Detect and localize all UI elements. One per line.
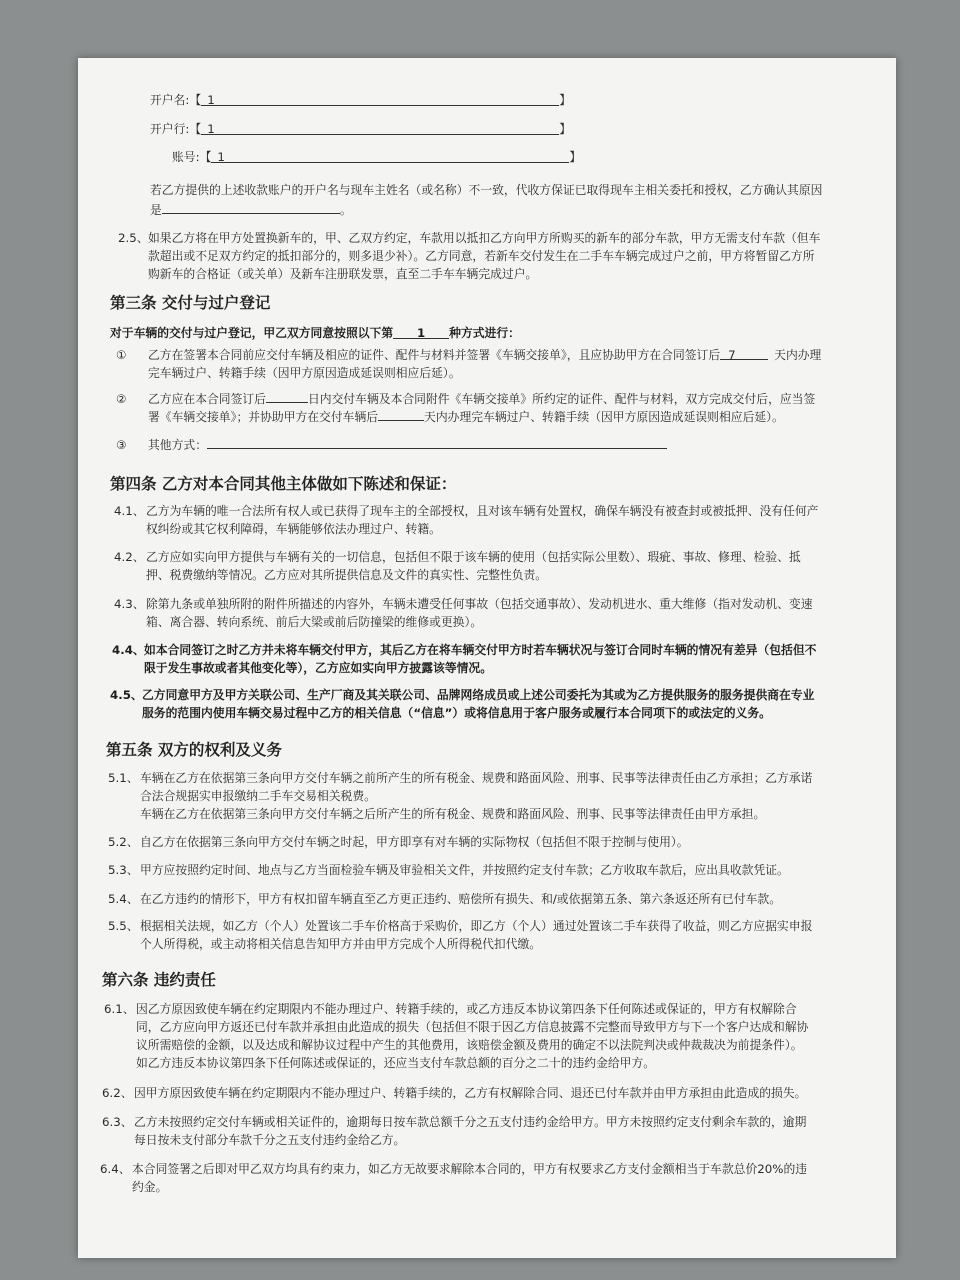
article-6-title: 第六条 违约责任: [102, 971, 216, 989]
text: 天内办理: [774, 348, 822, 362]
account-name-label: 开户名:: [150, 93, 190, 107]
text: 日内交付车辆及本合同附件《车辆交接单》所约定的证件、配件与材料，双方完成交付后，应当签: [307, 392, 816, 406]
account-mismatch-line2: [150, 199, 352, 219]
text: 本合同签署之后即对甲乙双方均具有约束力，如乙方无故要求解除本合同的，甲方有权要求乙方支付金额相当于车款总价20%的违: [132, 1162, 808, 1176]
clause-5-1-line1: [108, 769, 812, 787]
clause-number: 4.4、: [112, 643, 145, 657]
reason-blank: [162, 199, 340, 214]
clause-4-4-line1: [112, 641, 816, 659]
clause-2-5-line2: 款超出或不足双方约定的抵扣部分的，则多退少补）。乙方同意，若新车交付发生在二手车车辆完成过户之前，甲方将暂留乙方所: [148, 249, 815, 263]
text: 甲方应按照约定时间、地点与乙方当面检验车辆及审验相关文件，并按照约定支付车款；乙方收取车款后，应出具收款凭证。: [140, 863, 789, 877]
text: 因乙方原因致使车辆在约定期限内不能办理过户、转籍手续的，或乙方违反本协议第四条下任何陈述或保证的，甲方有权解除合: [136, 1002, 797, 1016]
account-no-row: [172, 148, 581, 166]
clause-number: 6.3、: [102, 1115, 133, 1129]
clause-5-5-line2: 个人所得税，或主动将相关信息告知甲方并由甲方完成个人所得税代扣代缴。: [140, 937, 542, 951]
clause-5-1-line3: 车辆在乙方在依据第三条向甲方交付车辆之后所产生的所有税金、规费和路面风险、刑事、民事等法律责任由甲方承担。: [140, 807, 766, 821]
account-no-value: 1: [211, 148, 569, 163]
clause-4-3-line1: [114, 595, 813, 613]
clause-number: 5.5、: [108, 919, 139, 933]
clause-5-1-line2: 合法合规据实申报缴纳二手车交易相关税费。: [140, 789, 376, 803]
bracket-close: 】: [559, 122, 571, 136]
option-marker: ③: [116, 438, 127, 452]
account-name-row: [150, 91, 571, 109]
clause-number: 5.2、: [108, 835, 139, 849]
clause-5-5-line1: [108, 917, 812, 935]
option-1-line1: [116, 346, 821, 364]
text: 乙方在签署本合同前应交付车辆及相应的证件、配件与材料并签署《车辆交接单》，且应协助甲方在合同签订后: [148, 348, 721, 362]
account-mismatch-line1: 若乙方提供的上述收款账户的开户名与现车主姓名（或名称）不一致，代收方保证已取得现车主相关委托和授权，乙方确认其原因: [150, 183, 823, 197]
text: 根据相关法规，如乙方（个人）处置该二手车价格高于采购价，即乙方（个人）通过处置该二手车获得了收益，则乙方应据实申报: [140, 919, 813, 933]
clause-number: 5.1、: [108, 771, 139, 785]
option-1-line2: 完车辆过户、转籍手续（因甲方原因造成延误则相应后延）。: [148, 366, 461, 380]
clause-number: 5.4、: [108, 892, 139, 906]
clause-4-5-line2: 服务的范围内使用车辆交易过程中乙方的相关信息（“信息”）或将信息用于客户服务或履行本合同项下的或法定的义务。: [142, 706, 771, 720]
clause-number: 6.4、: [100, 1162, 131, 1176]
text: 车辆在乙方在依据第三条向甲方交付车辆之前所产生的所有税金、规费和路面风险、刑事、民事等法律责任由乙方承担；乙方承诺: [140, 771, 813, 785]
bracket-close: 】: [559, 93, 571, 107]
text: 署《车辆交接单》；并协助甲方在交付车辆后: [148, 410, 379, 424]
bracket-close: 】: [569, 150, 582, 164]
text: 除第九条或单独所附的附件所描述的内容外，车辆未遭受任何事故（包括交通事故）、发动机进水、重大维修（指对发动机、变速: [146, 597, 813, 611]
text: 乙方应如实向甲方提供与车辆有关的一切信息，包括但不限于该车辆的使用（包括实际公里数）、瑕疵、事故、修理、检验、抵: [146, 550, 801, 564]
clause-6-4-line1: [100, 1160, 807, 1178]
clause-6-1-line2: 同，乙方应向甲方返还已付车款并承担由此造成的损失（包括但不限于因乙方信息披露不完整而导致甲方与下一个客户达成和解协: [136, 1020, 809, 1034]
clause-4-1-line1: [114, 502, 818, 520]
text: 对于车辆的交付与过户登记，甲乙双方同意按照以下第: [110, 326, 394, 340]
account-no-label: 账号:: [172, 150, 200, 164]
clause-6-2-line1: [102, 1084, 806, 1102]
article-5-title: 第五条 双方的权利及义务: [106, 741, 282, 759]
option-3-line: [116, 434, 667, 454]
text: 乙方应在本合同签订后: [148, 392, 266, 406]
option-2-line1: [116, 388, 815, 408]
clause-6-1-line3: 议所需赔偿的金额，以及达成和解协议过程中产生的其他费用，该赔偿金额及费用的确定不以法院判决或仲裁裁决为前提条件）。: [136, 1038, 803, 1052]
article-4-title: 第四条 乙方对本合同其他主体做如下陈述和保证：: [110, 475, 457, 493]
clause-4-3-line2: 箱、离合器、转向系统、前后大梁或前后防撞梁的维修或更换）。: [146, 615, 483, 629]
text: 其他方式：: [148, 438, 207, 452]
clause-6-4-line2: 约金。: [132, 1180, 168, 1194]
option-2-transfer-days-blank: [378, 406, 424, 421]
article-3-title: 第三条 交付与过户登记: [110, 294, 271, 312]
text: 如果乙方将在甲方处置换新车的，甲、乙双方约定，车款用以抵扣乙方向甲方所购买的新车的部分车款，甲方无需支付车款（但车: [148, 231, 821, 245]
clause-2-5-line3: 购新车的合格证（或关单）及新车注册联发票，直至二手车车辆完成过户。: [148, 267, 538, 281]
text: 因甲方原因致使车辆在约定期限内不能办理过户、转籍手续的，乙方有权解除合同、退还已付车款并由甲方承担由此造成的损失。: [134, 1086, 807, 1100]
clause-number: 6.1、: [104, 1002, 135, 1016]
clause-5-3-line1: [108, 861, 789, 879]
option-2-days-blank: [266, 388, 308, 403]
delivery-method-value: 1: [393, 324, 449, 339]
text: 乙方同意甲方及甲方关联公司、生产厂商及其关联公司、品牌网络成员或上述公司委托为其或为乙方提供服务的服务提供商在专业: [142, 688, 815, 702]
clause-number: 4.2、: [114, 550, 145, 564]
account-bank-label: 开户行:: [150, 122, 190, 136]
account-name-value: 1: [201, 91, 559, 106]
clause-5-2-line1: [108, 833, 689, 851]
clause-number: 5.3、: [108, 863, 139, 877]
clause-number: 2.5、: [118, 231, 149, 245]
clause-4-4-line2: 限于发生事故或者其他变化等），乙方应如实向甲方披露该等情况。: [144, 661, 493, 675]
clause-number: 4.3、: [114, 597, 145, 611]
contract-page: [78, 58, 896, 1258]
text: 如本合同签订之时乙方并未将车辆交付甲方，其后乙方在将车辆交付甲方时若车辆状况与签订合同时车辆的情况有差异（包括但不: [144, 643, 817, 657]
option-1-days-value: 7: [720, 346, 768, 360]
clause-4-2-line2: 押、税费缴纳等情况。乙方应对其所提供信息及文件的真实性、完整性负责。: [146, 568, 548, 582]
bracket-open: 【: [189, 122, 202, 136]
text: 乙方为车辆的唯一合法所有权人或已获得了现车主的全部授权，且对该车辆有处置权，确保车辆没有被查封或被抵押、没有任何产: [146, 504, 819, 518]
text: 自乙方在依据第三条向甲方交付车辆之时起，甲方即享有对车辆的实际物权（包括但不限于控制与使用）。: [140, 835, 689, 849]
clause-4-1-line2: 权纠纷或其它权利障碍，车辆能够依法办理过户、转籍。: [146, 522, 441, 536]
clause-number: 6.2、: [102, 1086, 133, 1100]
bracket-open: 【: [189, 93, 202, 107]
clause-2-5-line1: [118, 229, 820, 247]
clause-6-1-line4: 如乙方违反本协议第四条下任何陈述或保证的，还应当支付车款总额的百分之二十的违约金给甲方。: [136, 1056, 656, 1070]
text: 乙方未按照约定交付车辆或相关证件的，逾期每日按车款总额千分之五支付违约金给甲方。甲方未按照约定支付剩余车款的，逾期: [134, 1115, 807, 1129]
bracket-open: 【: [199, 150, 212, 164]
contract-content: [78, 58, 896, 1258]
clause-6-3-line1: [102, 1113, 806, 1131]
option-3-blank: [207, 434, 667, 449]
clause-4-5-line1: [110, 686, 814, 704]
article-3-intro: [110, 324, 520, 342]
account-bank-row: [150, 120, 571, 138]
clause-number: 4.1、: [114, 504, 145, 518]
option-marker: ②: [116, 392, 127, 406]
clause-6-1-line1: [104, 1000, 797, 1018]
clause-6-3-line2: 每日按未支付部分车款千分之五支付违约金给乙方。: [134, 1133, 406, 1147]
text: 在乙方违约的情形下，甲方有权扣留车辆直至乙方更正违约、赔偿所有损失、和/或依据第五条、第六条返还所有已付车款。: [140, 892, 782, 906]
clause-number: 4.5、: [110, 688, 143, 702]
text: 是: [150, 203, 162, 217]
option-marker: ①: [116, 348, 127, 362]
text: 种方式进行：: [449, 326, 520, 340]
clause-4-2-line1: [114, 548, 801, 566]
option-2-line2: [148, 406, 784, 426]
clause-5-4-line1: [108, 890, 781, 908]
account-bank-value: 1: [201, 120, 559, 135]
text: 天内办理完车辆过户、转籍手续（因甲方原因造成延误则相应后延）。: [424, 410, 784, 424]
text: 。: [339, 203, 352, 217]
